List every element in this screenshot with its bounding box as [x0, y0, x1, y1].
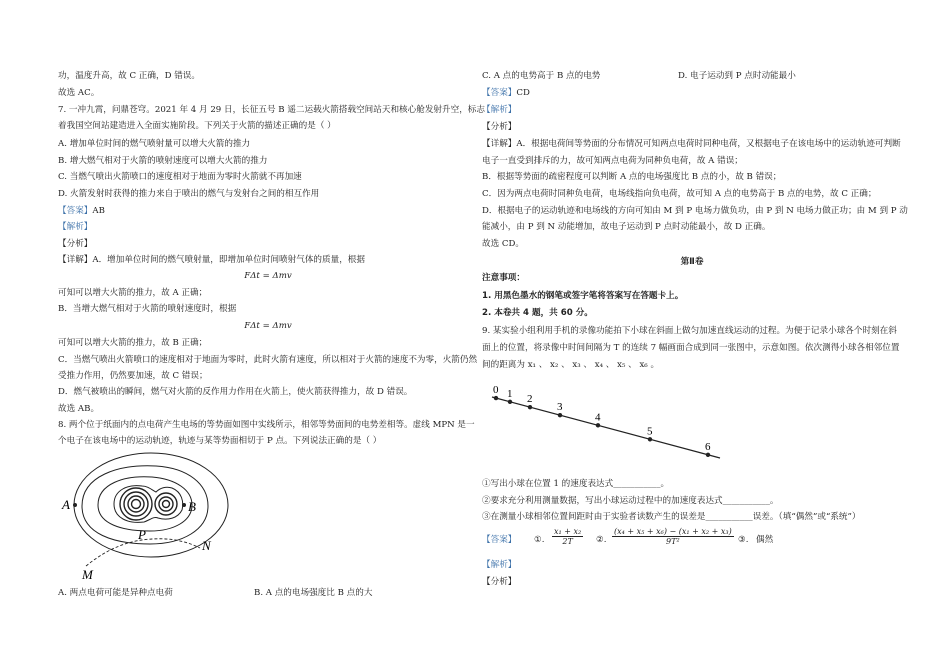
select-line: 故选 AB。 [58, 404, 100, 414]
answer-3-value: 偶然 [756, 535, 774, 545]
answer-line [58, 205, 105, 217]
ball-position [508, 400, 512, 404]
answer-tag: 【答案】 [482, 535, 517, 545]
notice-item: 1. 用黑色墨水的钢笔或签字笔将答案写在答题卡上。 [482, 291, 684, 301]
equipotential-curve [98, 477, 192, 531]
answer-value: CD [516, 88, 530, 98]
question-8-stem: 8. 两个位于纸面内的点电荷产生电场的等势面如图中实线所示，相邻等势面间的电势差相等。虚线 MPN 是一 [58, 420, 475, 430]
question-9-stem: 9. 某实验小组利用手机的录像功能拍下小球在斜面上做匀加速直线运动的过程。为便于记录小球各个时刻在斜 [482, 326, 897, 336]
answer-line [482, 87, 530, 99]
select-line: 故选 CD。 [482, 239, 524, 249]
ball-position [596, 423, 600, 427]
detail-a: 电子一直受到排斥的力，故可知两点电荷为同种负电荷，故 A 错误； [482, 156, 743, 166]
position-label: 6 [705, 440, 711, 453]
detail-d: 能减小，由 P 到 N 动能增加，故电子运动到 P 点时动能最小，故 D 正确。 [482, 222, 771, 232]
point-b [182, 503, 186, 507]
answer-value: AB [92, 206, 105, 216]
question-9-stem: 面上的位置，将录像中时间间隔为 T 的连续 7 幅画面合成到同一张图中，示意如图。依次测得小球各相邻位置 [482, 343, 900, 353]
analysis-tag: 【解析】 [58, 222, 93, 232]
ball-position [558, 413, 562, 417]
text-line: 故选 AC。 [58, 88, 100, 98]
equipotential-curve [128, 496, 144, 512]
equipotential-curve [163, 501, 170, 508]
analysis-tag: 【解析】 [482, 105, 517, 115]
option-b: B. A 点的电场强度比 B 点的大 [254, 588, 373, 598]
fenxi-tag: 【分析】 [482, 577, 517, 587]
detail-a-conclusion: 可知可以增大火箭的推力，故 A 正确； [58, 288, 208, 298]
answer-3-label: ③. [738, 535, 749, 545]
detail-d: D．燃气被喷出的瞬间，燃气对火箭的反作用力作用在火箭上，使火箭获得推力，故 D 错误。 [58, 387, 413, 397]
detail-a: 【详解】A．增加单位时间的燃气喷射量，即增加单位时间喷射气体的质量，根据 [58, 255, 365, 265]
label-p: P [138, 527, 146, 542]
option-d: D. 电子运动到 P 点时动能最小 [678, 71, 796, 81]
sub-question-3: ③在测量小球相邻位置间距时由于实验者读数产生的误差是___________误差。（填“偶然”或“系统”） [482, 512, 861, 522]
question-8-stem: 个电子在该电场中的运动轨迹，轨迹与某等势面相切于 P 点。下列说法正确的是（ ） [58, 436, 382, 446]
section-title: 第Ⅱ卷 [680, 257, 704, 267]
answer-tag: 【答案】 [482, 88, 517, 98]
detail-d: D．根据电子的运动轨迹和电场线的方向可知由 M 到 P 电场力做负功，由 P 到 N 电场力做正功；由 M 到 P 动 [482, 206, 908, 216]
notice-title: 注意事项： [482, 273, 525, 283]
option-a: A. 两点电荷可能是异种点电荷 [58, 588, 173, 598]
ball-position [494, 396, 498, 400]
sub-question-1: ①写出小球在位置 1 的速度表达式___________。 [482, 479, 670, 489]
fraction-denominator: 9T² [666, 537, 680, 546]
question-9-stem: 间的距离为 x₁ 、 x₂ 、 x₃ 、 x₄ 、 x₅ 、 x₆ 。 [482, 360, 660, 370]
detail-c: 受推力作用，仍然要加速，故 C 错误； [58, 371, 208, 381]
fraction-numerator: x₁ + x₂ [554, 527, 582, 536]
ball-position [706, 453, 710, 457]
answer-2-fraction [612, 527, 734, 546]
analysis-tag: 【解析】 [482, 560, 517, 570]
option-c: C. 当燃气喷出火箭喷口的速度相对于地面为零时火箭就不再加速 [58, 172, 302, 182]
position-label: 3 [557, 401, 563, 414]
sub-question-2: ②要求充分利用测量数据，写出小球运动过程中的加速度表达式___________。 [482, 496, 779, 506]
formula: FΔt = Δmv [244, 271, 292, 281]
label-n: N [202, 538, 211, 553]
ball-position [528, 405, 532, 409]
incline-figure [482, 378, 742, 470]
incline-line [492, 397, 720, 458]
question-7-stem: 7. 一冲九霄，问鼎苍穹。2021 年 4 月 29 日，长征五号 B 遥二运载火箭搭载空间站天和核心舱发射升空，标志 [58, 105, 485, 115]
detail-c: C．当燃气喷出火箭喷口的速度相对于地面为零时，此时火箭有速度，所以相对于火箭的速度不为零，火箭仍然 [58, 355, 478, 365]
point-a [73, 503, 77, 507]
fenxi-tag: 【分析】 [482, 122, 517, 132]
detail-b: B．当增大燃气相对于火箭的喷射速度时，根据 [58, 304, 237, 314]
equipotential-figure [58, 448, 248, 584]
equipotential-curve [120, 488, 152, 520]
option-a: A. 增加单位时间的燃气喷射量可以增大火箭的推力 [58, 139, 251, 149]
ball-position [648, 437, 652, 441]
detail-a: 【详解】A．根据电荷间等势面的分布情况可知两点电荷时同种电荷，又根据电子在该电场中的运动轨迹可判断 [482, 139, 901, 149]
answer-2-label: ②. [596, 535, 607, 545]
detail-c: C．因为两点电荷时同种负电荷，电场线指向负电荷，故可知 A 点的电势高于 B 点的电势，故 C 正确； [482, 189, 877, 199]
fraction-numerator: (x₄ + x₅ + x₆) − (x₁ + x₂ + x₃) [614, 527, 732, 536]
option-b: B. 增大燃气相对于火箭的喷射速度可以增大火箭的推力 [58, 156, 268, 166]
detail-b: B．根据等势面的疏密程度可以判断 A 点的电场强度比 B 点的小，故 B 错误； [482, 172, 782, 182]
label-b: B [188, 499, 196, 514]
label-m: M [82, 567, 93, 582]
text-line: 功，温度升高，故 C 正确，D 错误。 [58, 71, 200, 81]
option-d: D. 火箭发射时获得的推力来自于喷出的燃气与发射台之间的相互作用 [58, 189, 320, 199]
answer-1-fraction [552, 527, 583, 546]
position-label: 2 [527, 393, 533, 406]
fraction-denominator: 2T [562, 537, 573, 546]
label-a: A [62, 497, 70, 512]
notice-item: 2. 本卷共 4 题，共 60 分。 [482, 308, 593, 318]
fenxi-tag: 【分析】 [58, 239, 93, 249]
equipotential-curve [132, 500, 141, 509]
option-c: C. A 点的电势高于 B 点的电势 [482, 71, 601, 81]
question-7-stem: 着我国空间站建造进入全面实施阶段。下列关于火箭的描述正确的是（ ） [58, 121, 336, 131]
position-label: 0 [493, 384, 499, 397]
detail-b-conclusion: 可知可以增大火箭的推力，故 B 正确； [58, 338, 208, 348]
answer-1-label: ①. [534, 535, 545, 545]
equipotential-curve [159, 497, 173, 511]
answer-tag: 【答案】 [58, 206, 93, 216]
formula: FΔt = Δmv [244, 321, 292, 331]
position-label: 5 [647, 425, 653, 438]
position-label: 4 [595, 411, 601, 424]
position-label: 1 [507, 387, 513, 400]
